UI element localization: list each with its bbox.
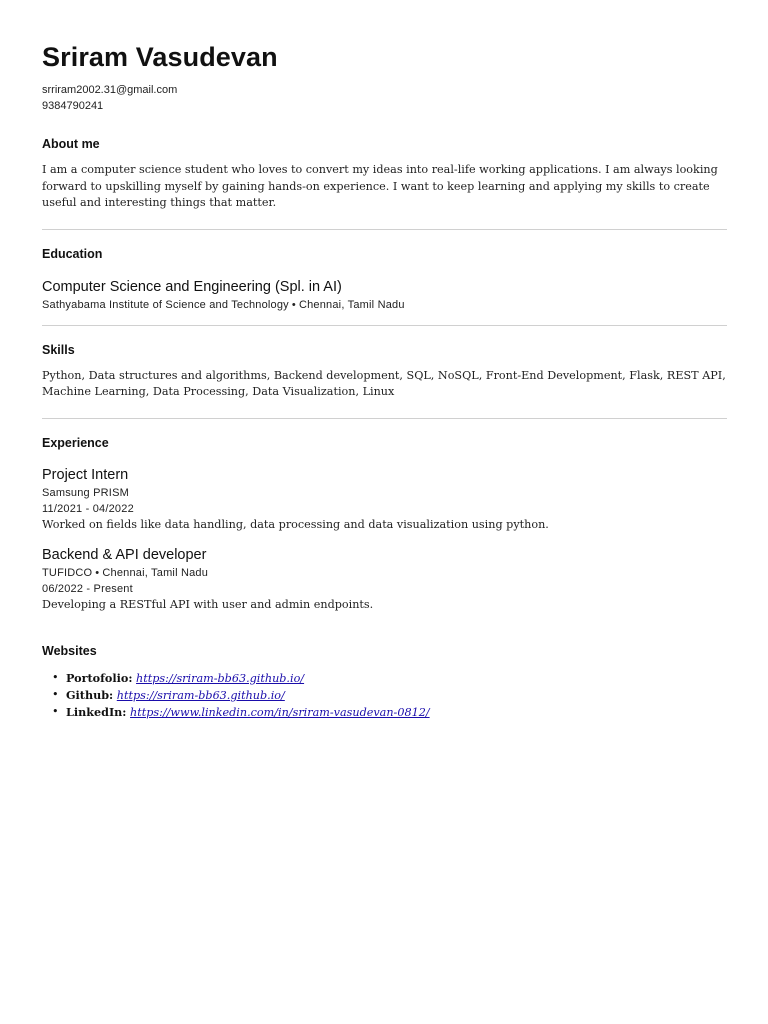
job-role: Backend & API developer (42, 547, 207, 563)
about-text: I am a computer science student who loves to convert my ideas into real-life working applications. I am always looking forward to upskilling myself by gaining hands-on experience. I want to keep learning and applying my skills to create useful and interesting things that matter. (42, 163, 718, 209)
websites-list (42, 670, 727, 721)
job-location: Chennai, Tamil Nadu (102, 567, 209, 579)
experience-item (42, 465, 727, 534)
degree-title: Computer Science and Engineering (Spl. in AI) (42, 278, 342, 295)
job-role: Project Intern (42, 466, 129, 483)
skills-text: Python, Data structures and algorithms, Backend development, SQL, NoSQL, Front-End Development, Flask, REST API, Machine Learning, Data Processing, Data Visualization, Linux (42, 368, 726, 398)
bullet: • (52, 704, 59, 718)
resume-page (42, 38, 727, 721)
institution-name: Sathyabama Institute of Science and Technology (42, 298, 289, 311)
job-company-line (42, 565, 727, 581)
portfolio-link[interactable]: https://sriram-bb63.github.io/ (136, 671, 305, 685)
bullet: • (52, 670, 59, 684)
job-company: Samsung PRISM (42, 486, 129, 499)
experience-item (42, 545, 727, 614)
experience-section (42, 435, 727, 614)
skills-title: Skills (42, 342, 75, 357)
divider (42, 229, 727, 230)
job-description: Developing a RESTful API with user and admin endpoints. (42, 598, 374, 611)
websites-section (42, 643, 727, 721)
email-text: srriram2002.31@gmail.com (42, 84, 178, 96)
education-section (42, 246, 727, 313)
experience-title: Experience (42, 435, 109, 450)
websites-title: Websites (42, 643, 97, 658)
job-description: Worked on fields like data handling, data processing and data visualization using python. (42, 517, 549, 531)
github-link[interactable]: https://sriram-bb63.github.io/ (116, 688, 285, 702)
website-label: Github: (66, 687, 114, 702)
bullet: • (52, 687, 59, 701)
website-item (52, 670, 727, 687)
website-label: LinkedIn: (66, 704, 127, 719)
phone-text: 9384790241 (42, 100, 104, 112)
about-section (42, 136, 727, 212)
website-item (52, 704, 727, 721)
divider (42, 325, 727, 326)
separator-dot: • (291, 298, 296, 311)
job-dates: 11/2021 - 04/2022 (42, 502, 134, 515)
candidate-name: Sriram Vasudevan (42, 42, 278, 72)
job-dates: 06/2022 - Present (42, 583, 133, 595)
skills-section (42, 342, 727, 401)
about-title: About me (42, 137, 100, 151)
separator-dot: • (95, 567, 100, 579)
contact-info (42, 82, 727, 114)
divider (42, 418, 727, 419)
institution-location: Chennai, Tamil Nadu (298, 298, 405, 311)
linkedin-link[interactable]: https://www.linkedin.com/in/sriram-vasudevan-0812/ (130, 705, 430, 719)
website-item (52, 687, 727, 704)
job-company: TUFIDCO (42, 567, 93, 579)
website-label: Portofolio: (66, 670, 133, 685)
education-title: Education (42, 246, 103, 261)
institution-line (42, 297, 727, 313)
